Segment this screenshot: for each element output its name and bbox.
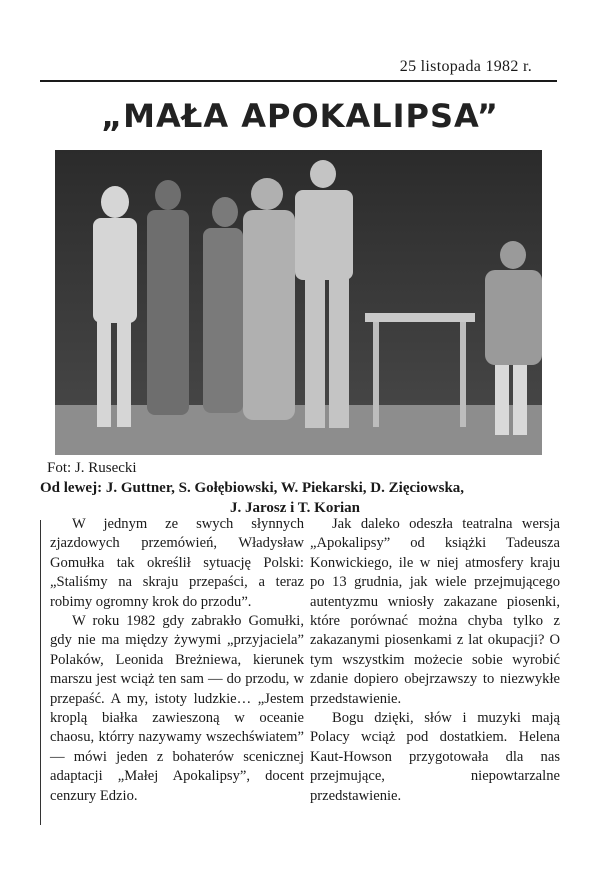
column-margin-rule <box>40 520 41 825</box>
photo-credit: Fot: J. Rusecki <box>47 460 137 476</box>
caption-line-2: J. Jarosz i T. Korian <box>230 500 361 516</box>
stage-photo <box>55 150 542 455</box>
caption-line-1: Od lewej: J. Guttner, S. Gołębiowski, W. Piekarski, D. Zięciowska, <box>40 480 465 496</box>
article-paragraph: W jednym ze swych słynnych zjazdowych przemówień, Władysław Gomułka tak określił sytuację Polski: „Staliśmy na skraju przepaści, a teraz robimy ogromny krok do przodu”. <box>50 516 304 610</box>
header-rule <box>40 80 557 82</box>
issue-date: 25 listopada 1982 r. <box>399 58 532 75</box>
article-paragraph: W roku 1982 gdy zabrakło Gomułki, gdy nie ma między żywymi „przyjaciela” Polaków, Leonida Breżniewa, kierunek marszu jest wciąż ten sam — do przodu, w przepaść. A my, istoty ludzkie… „Jestem kroplą białka zawieszoną w oceanie chaosu, którry nazywamy wszechświatem” — mówi jeden z bohaterów scenicznej adaptacji „Małej Apokalipsy”, docent cenzury Edzio. <box>50 613 304 804</box>
photo-caption <box>40 478 560 518</box>
article-paragraph: Bogu dzięki, słów i muzyki mają Polacy wciąż pod dostatkiem. Helena Kaut-Howson przygotowała dla nas przejmujące, niepowtarzalne przedstawienie. <box>310 710 560 804</box>
article-column-left <box>50 515 304 806</box>
headline: „MAŁA APOKALIPSA” <box>101 97 499 135</box>
article-paragraph: Jak daleko odeszła teatralna wersja „Apokalipsy” od książki Tadeusza Konwickiego, ile w niej atmosfery kraju po 13 grudnia, jak wiele przejmującego autentyzmu wniosły zakazane piosenki, które porównać można chyba tylko z zakazanymi piosenkami z lat okupacji? O tym wszystkim możecie sobie wyrobić zdanie dopiero obejrzawszy to niezwykłe przedstawienie. <box>310 516 560 707</box>
article-column-right <box>310 515 560 806</box>
